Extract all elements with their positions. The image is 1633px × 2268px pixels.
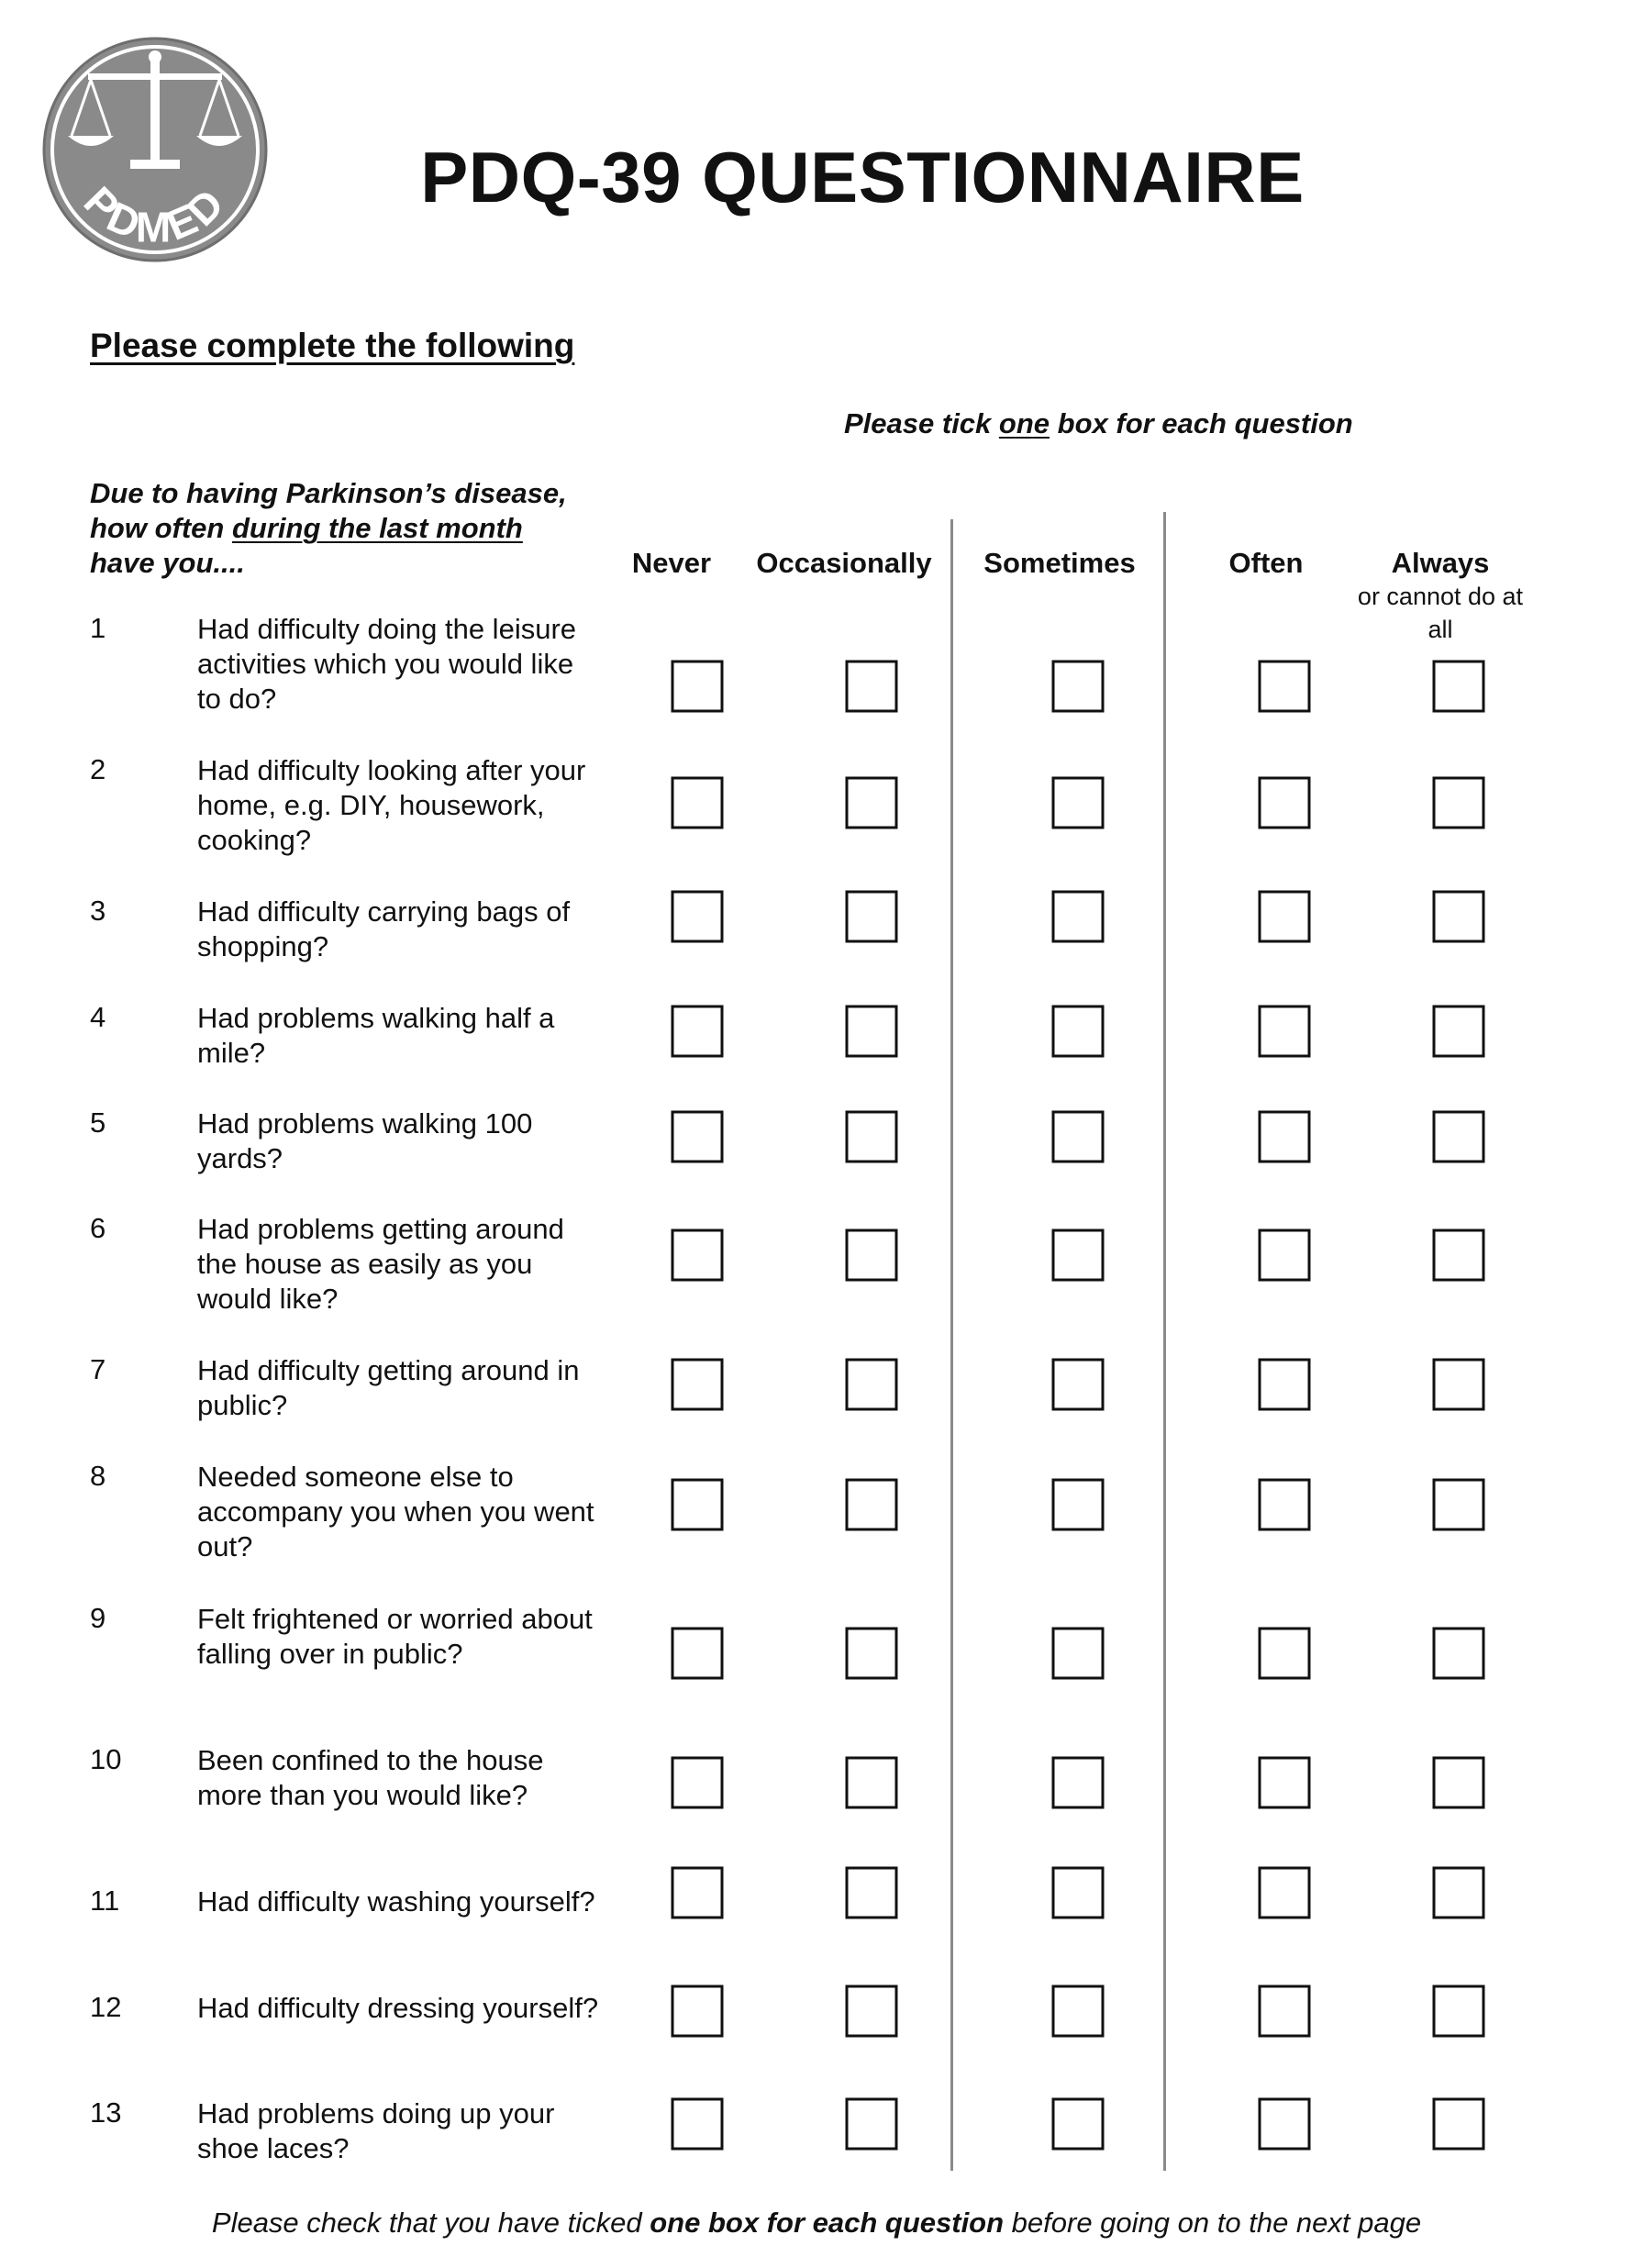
checkbox-occasionally[interactable] xyxy=(846,1985,898,2038)
checkbox-always[interactable] xyxy=(1433,1867,1485,1919)
question-number: 8 xyxy=(90,1460,106,1492)
checkbox-often[interactable] xyxy=(1259,1628,1311,1680)
checkbox-never[interactable] xyxy=(672,1757,724,1809)
checkbox-sometimes[interactable] xyxy=(1052,1628,1105,1680)
checkbox-never[interactable] xyxy=(672,777,724,829)
question-number: 7 xyxy=(90,1353,106,1385)
question-text: Had problems doing up your shoe laces? xyxy=(197,2097,555,2164)
question-prompt: Due to having Parkinson’s disease, how often during the last month have you.... xyxy=(90,477,567,579)
checkbox-occasionally[interactable] xyxy=(846,1757,898,1809)
checkbox-often[interactable] xyxy=(1259,2098,1311,2151)
checkbox-occasionally[interactable] xyxy=(846,1867,898,1919)
checkbox-occasionally[interactable] xyxy=(846,1479,898,1531)
question-text: Had problems getting around the house as easily as you would like? xyxy=(197,1213,564,1315)
question-number: 11 xyxy=(90,1884,120,1917)
checkbox-sometimes[interactable] xyxy=(1052,1757,1105,1809)
question-number: 10 xyxy=(90,1743,122,1775)
checkbox-sometimes[interactable] xyxy=(1052,1006,1105,1058)
checkbox-occasionally[interactable] xyxy=(846,1006,898,1058)
column-header-occasionally: Occasionally xyxy=(756,547,932,579)
checkbox-occasionally[interactable] xyxy=(846,2098,898,2151)
checkbox-never[interactable] xyxy=(672,1479,724,1531)
question-text: Had difficulty getting around in public? xyxy=(197,1354,580,1421)
column-header-often: Often xyxy=(1228,547,1304,579)
page-title: PDQ-39 QUESTIONNAIRE xyxy=(420,137,1305,217)
checkbox-occasionally[interactable] xyxy=(846,661,898,713)
checkbox-occasionally[interactable] xyxy=(846,1359,898,1411)
checkbox-often[interactable] xyxy=(1259,1985,1311,2038)
checkbox-often[interactable] xyxy=(1259,661,1311,713)
question-text: Been confined to the house more than you would like? xyxy=(197,1744,544,1811)
checkbox-often[interactable] xyxy=(1259,1359,1311,1411)
checkbox-sometimes[interactable] xyxy=(1052,1867,1105,1919)
checkbox-never[interactable] xyxy=(672,2098,724,2151)
question-number: 3 xyxy=(90,895,106,927)
checkbox-often[interactable] xyxy=(1259,777,1311,829)
checkbox-never[interactable] xyxy=(672,661,724,713)
question-text: Had difficulty dressing yourself? xyxy=(197,1992,599,2024)
question-text: Felt frightened or worried about falling over in public? xyxy=(197,1603,593,1670)
checkbox-sometimes[interactable] xyxy=(1052,777,1105,829)
checkbox-always[interactable] xyxy=(1433,2098,1485,2151)
checkbox-always[interactable] xyxy=(1433,1359,1485,1411)
checkbox-never[interactable] xyxy=(672,1006,724,1058)
checkbox-occasionally[interactable] xyxy=(846,1628,898,1680)
question-number: 6 xyxy=(90,1212,106,1244)
checkbox-always[interactable] xyxy=(1433,661,1485,713)
checkbox-always[interactable] xyxy=(1433,891,1485,943)
checkbox-occasionally[interactable] xyxy=(846,1111,898,1163)
checkbox-never[interactable] xyxy=(672,1229,724,1282)
column-header-sometimes: Sometimes xyxy=(983,547,1136,579)
column-header-never: Never xyxy=(631,547,712,579)
checkbox-often[interactable] xyxy=(1259,1867,1311,1919)
checkbox-always[interactable] xyxy=(1433,1006,1485,1058)
checkbox-sometimes[interactable] xyxy=(1052,1985,1105,2038)
checkbox-always[interactable] xyxy=(1433,777,1485,829)
checkbox-sometimes[interactable] xyxy=(1052,1359,1105,1411)
question-number: 4 xyxy=(90,1001,106,1033)
checkbox-often[interactable] xyxy=(1259,1757,1311,1809)
checkbox-never[interactable] xyxy=(672,1628,724,1680)
question-text: Had problems walking 100 yards? xyxy=(197,1107,533,1174)
question-number: 2 xyxy=(90,753,106,785)
checkbox-often[interactable] xyxy=(1259,1006,1311,1058)
column-header-always: Always or cannot do at all xyxy=(1349,547,1532,646)
checkbox-never[interactable] xyxy=(672,1111,724,1163)
checkbox-sometimes[interactable] xyxy=(1052,1111,1105,1163)
column-subheader-always: or cannot do at all xyxy=(1357,583,1524,643)
question-number: 9 xyxy=(90,1602,106,1634)
checkbox-always[interactable] xyxy=(1433,1229,1485,1282)
question-number: 12 xyxy=(90,1991,122,2023)
section-heading: Please complete the following xyxy=(90,327,575,364)
question-text: Had difficulty washing yourself? xyxy=(197,1885,595,1918)
checkbox-sometimes[interactable] xyxy=(1052,891,1105,943)
checkbox-never[interactable] xyxy=(672,1867,724,1919)
column-divider xyxy=(1163,512,1166,2171)
checkbox-never[interactable] xyxy=(672,1359,724,1411)
question-number: 5 xyxy=(90,1106,106,1139)
column-divider xyxy=(950,519,953,2171)
checkbox-always[interactable] xyxy=(1433,1628,1485,1680)
question-text: Needed someone else to accompany you when you went out? xyxy=(197,1461,594,1562)
checkbox-sometimes[interactable] xyxy=(1052,2098,1105,2151)
checkbox-always[interactable] xyxy=(1433,1985,1485,2038)
checkbox-occasionally[interactable] xyxy=(846,777,898,829)
checkbox-sometimes[interactable] xyxy=(1052,661,1105,713)
checkbox-sometimes[interactable] xyxy=(1052,1229,1105,1282)
question-text: Had difficulty carrying bags of shopping? xyxy=(197,895,571,962)
checkbox-always[interactable] xyxy=(1433,1111,1485,1163)
checkbox-often[interactable] xyxy=(1259,1229,1311,1282)
checkbox-never[interactable] xyxy=(672,891,724,943)
question-text: Had problems walking half a mile? xyxy=(197,1002,555,1069)
question-text: Had difficulty doing the leisure activities which you would like to do? xyxy=(197,613,577,715)
question-number: 13 xyxy=(90,2096,122,2129)
question-number: 1 xyxy=(90,612,106,644)
checkbox-sometimes[interactable] xyxy=(1052,1479,1105,1531)
checkbox-often[interactable] xyxy=(1259,1111,1311,1163)
checkbox-always[interactable] xyxy=(1433,1757,1485,1809)
footer-note: Please check that you have ticked one box for each question before going on to the next page xyxy=(211,2207,1422,2239)
checkbox-often[interactable] xyxy=(1259,1479,1311,1531)
checkbox-occasionally[interactable] xyxy=(846,1229,898,1282)
checkbox-never[interactable] xyxy=(672,1985,724,2038)
checkbox-always[interactable] xyxy=(1433,1479,1485,1531)
tick-instruction: Please tick one box for each question xyxy=(844,407,1353,439)
checkbox-occasionally[interactable] xyxy=(846,891,898,943)
question-text: Had difficulty looking after your home, e.g. DIY, housework, cooking? xyxy=(197,754,586,856)
checkbox-often[interactable] xyxy=(1259,891,1311,943)
logo-text: PDMED xyxy=(74,176,236,251)
